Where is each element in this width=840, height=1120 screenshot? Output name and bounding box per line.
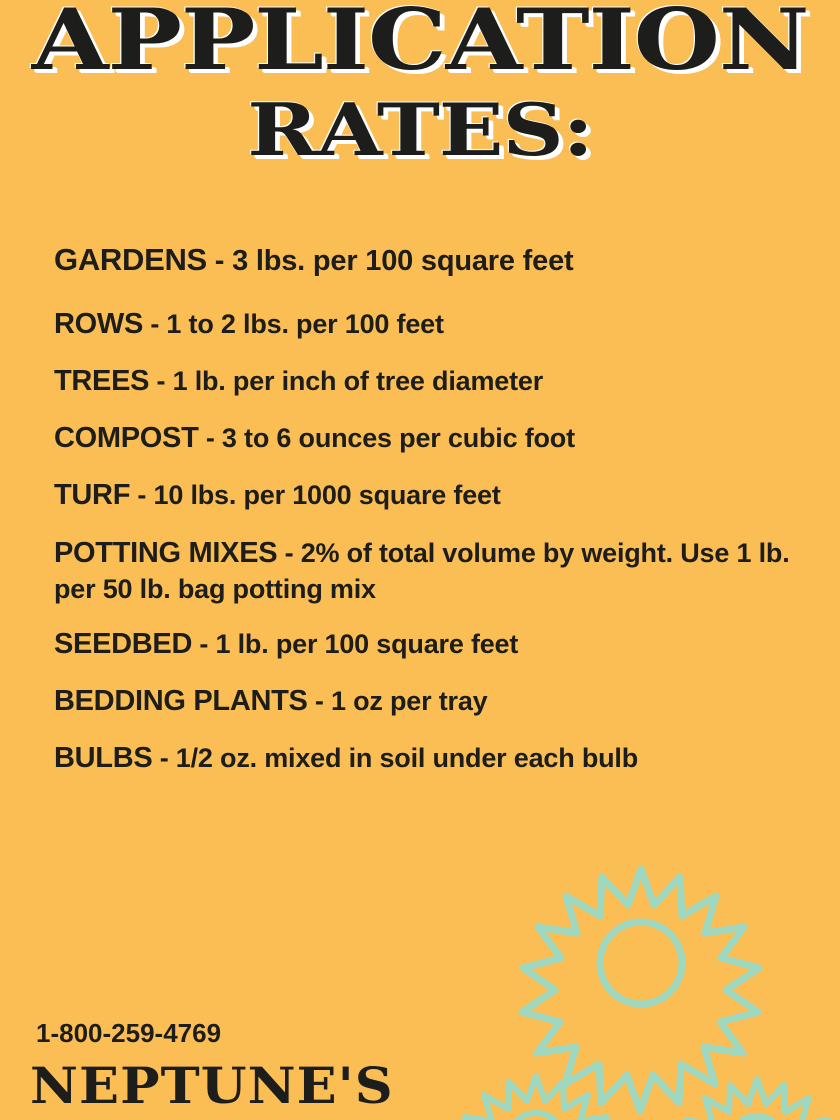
rate-term: TREES bbox=[54, 365, 150, 398]
rate-item bbox=[54, 535, 814, 607]
rate-term: ROWS bbox=[54, 308, 144, 341]
rate-detail: 3 to 6 ounces per cubic foot bbox=[221, 423, 575, 454]
rate-term: BEDDING PLANTS bbox=[54, 685, 308, 718]
rate-separator: - bbox=[143, 309, 167, 340]
rate-item bbox=[54, 240, 814, 280]
sun-burst-small-left-icon bbox=[454, 1076, 617, 1120]
title-line-rates: RATES: bbox=[247, 86, 593, 172]
rate-separator: - bbox=[277, 537, 301, 568]
rate-term: POTTING MIXES bbox=[54, 536, 278, 569]
sun-burst-large-icon bbox=[522, 869, 759, 1111]
rate-separator: - bbox=[130, 480, 154, 511]
rate-detail: 1 lb. per inch of tree diameter bbox=[172, 366, 543, 397]
rate-separator: - bbox=[206, 245, 233, 277]
rate-detail: 1 to 2 lbs. per 100 feet bbox=[166, 309, 444, 340]
sun-burst-small-right-icon bbox=[675, 1079, 838, 1120]
rate-item bbox=[54, 420, 814, 457]
rate-detail: 10 lbs. per 1000 square feet bbox=[153, 480, 501, 511]
rate-item bbox=[54, 306, 814, 343]
phone-number: 1-800-259-4769 bbox=[36, 1018, 222, 1048]
rate-separator: - bbox=[192, 629, 216, 660]
rate-term: COMPOST bbox=[54, 422, 199, 455]
page-title bbox=[0, 0, 840, 172]
rate-item bbox=[54, 363, 814, 400]
application-rates-list bbox=[54, 240, 814, 798]
rate-item bbox=[54, 740, 814, 777]
rate-item bbox=[54, 477, 814, 514]
brand-name: NEPTUNE'S bbox=[30, 1056, 394, 1115]
rate-separator: - bbox=[198, 423, 222, 454]
rate-term: TURF bbox=[54, 479, 131, 512]
rate-item bbox=[54, 683, 814, 720]
rate-separator: - bbox=[307, 686, 331, 717]
rate-separator: - bbox=[152, 743, 176, 774]
rate-term: GARDENS bbox=[54, 242, 207, 277]
rate-detail: 1 lb. per 100 square feet bbox=[215, 629, 519, 660]
rate-term: BULBS bbox=[54, 742, 153, 775]
title-line-application: APPLICATION bbox=[31, 0, 809, 89]
rate-term: SEEDBED bbox=[54, 628, 193, 661]
rate-separator: - bbox=[149, 366, 173, 397]
rate-detail: 1 oz per tray bbox=[331, 686, 488, 717]
rate-item bbox=[54, 626, 814, 663]
rate-detail: 3 lbs. per 100 square feet bbox=[232, 245, 574, 277]
rate-detail: 1/2 oz. mixed in soil under each bulb bbox=[175, 743, 638, 774]
rate-detail: 2% of total volume by weight. Use 1 lb. per 50 lb. bag potting mix bbox=[54, 537, 790, 604]
